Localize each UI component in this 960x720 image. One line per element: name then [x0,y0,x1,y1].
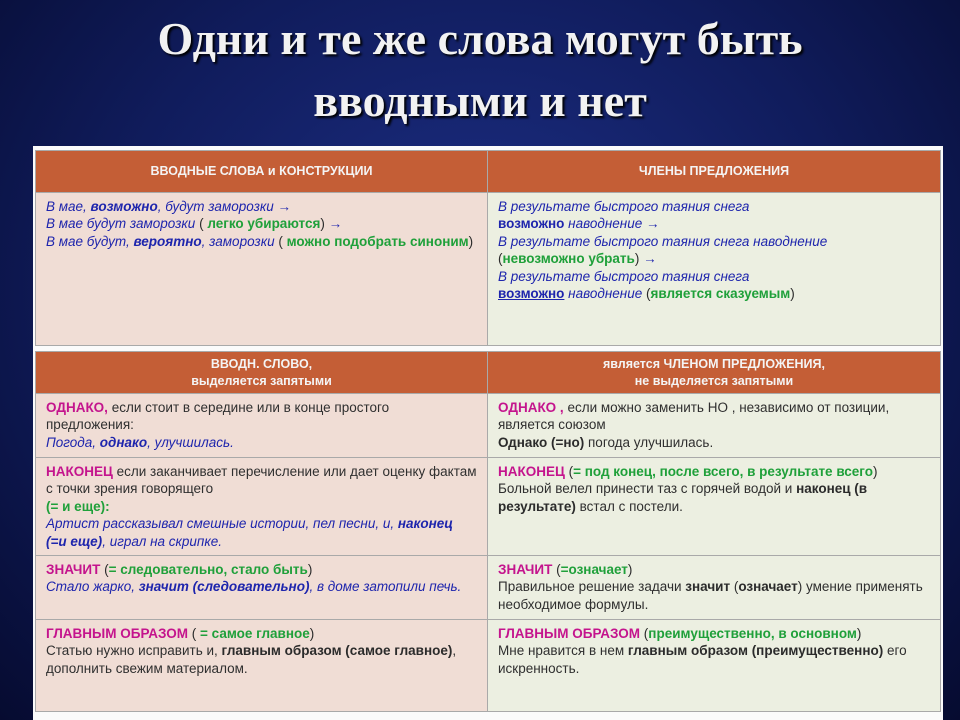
cell-znachit-introductory: ЗНАЧИТ (= следовательно, стало быть) Стало жарко, значит (следовательно), в доме затопили печь. [36,556,488,620]
header-sentence-members: ЧЛЕНЫ ПРЕДЛОЖЕНИЯ [488,151,941,193]
header-introductory-word: ВВОДН. СЛОВО, выделяется запятыми [36,352,488,394]
header-sentence-member: является ЧЛЕНОМ ПРЕДЛОЖЕНИЯ, не выделяется запятыми [488,352,941,394]
arrow-icon: → [328,216,343,232]
cell-glavnym-introductory: ГЛАВНЫМ ОБРАЗОМ ( = самое главное) Статью нужно исправить и, главным образом (самое главное), дополнить свежим материалом. [36,620,488,712]
cell-nakonets-member: НАКОНЕЦ (= под конец, после всего, в результате всего) Больной велел принести таз с горячей водой и наконец (в результате) встал с постели. [488,458,941,556]
arrow-icon: → [645,216,660,232]
slide-title [0,8,960,132]
table-row [36,556,941,620]
cell-introductory-examples: В мае, возможно, будут заморозки → В мае будут заморозки ( легко убираются) → В мае будут, вероятно, заморозки ( можно подобрать синоним) [36,193,488,346]
comparison-table-top [35,150,941,346]
cell-odnako-introductory: ОДНАКО, если стоит в середине или в конце простого предложения: Погода, однако, улучшилась. [36,394,488,458]
table-row [36,394,941,458]
arrow-icon: → [643,251,657,267]
header-introductory-words: ВВОДНЫЕ СЛОВА и КОНСТРУКЦИИ [36,151,488,193]
slide-title-line-2: вводными и нет [313,75,647,126]
cell-member-examples: В результате быстрого таяния снега возможно наводнение → В результате быстрого таяния снега наводнение (невозможно убрать) → В результате быстрого таяния снега возможно наводнение (является сказуемым) [488,193,941,346]
cell-nakonets-introductory: НАКОНЕЦ если заканчивает перечисление или дает оценку фактам с точки зрения говорящего (= и еще): Артист рассказывал смешные истории, пел песни, и, наконец (=и еще), играл на скрипке. [36,458,488,556]
table-row [36,458,941,556]
cell-glavnym-member: ГЛАВНЫМ ОБРАЗОМ (преимущественно, в основном) Мне нравится в нем главным образом (преимущественно) его искренность. [488,620,941,712]
table-row [36,620,941,712]
cell-znachit-member: ЗНАЧИТ (=означает) Правильное решение задачи значит (означает) умение применять необходимое формулы. [488,556,941,620]
slide-title-line-1: Одни и те же слова могут быть [157,13,803,64]
cell-odnako-member: ОДНАКО , если можно заменить НО , независимо от позиции, является союзом Однако (=но) погода улучшилась. [488,394,941,458]
arrow-icon: → [277,199,291,214]
comparison-table-bottom [35,351,941,712]
